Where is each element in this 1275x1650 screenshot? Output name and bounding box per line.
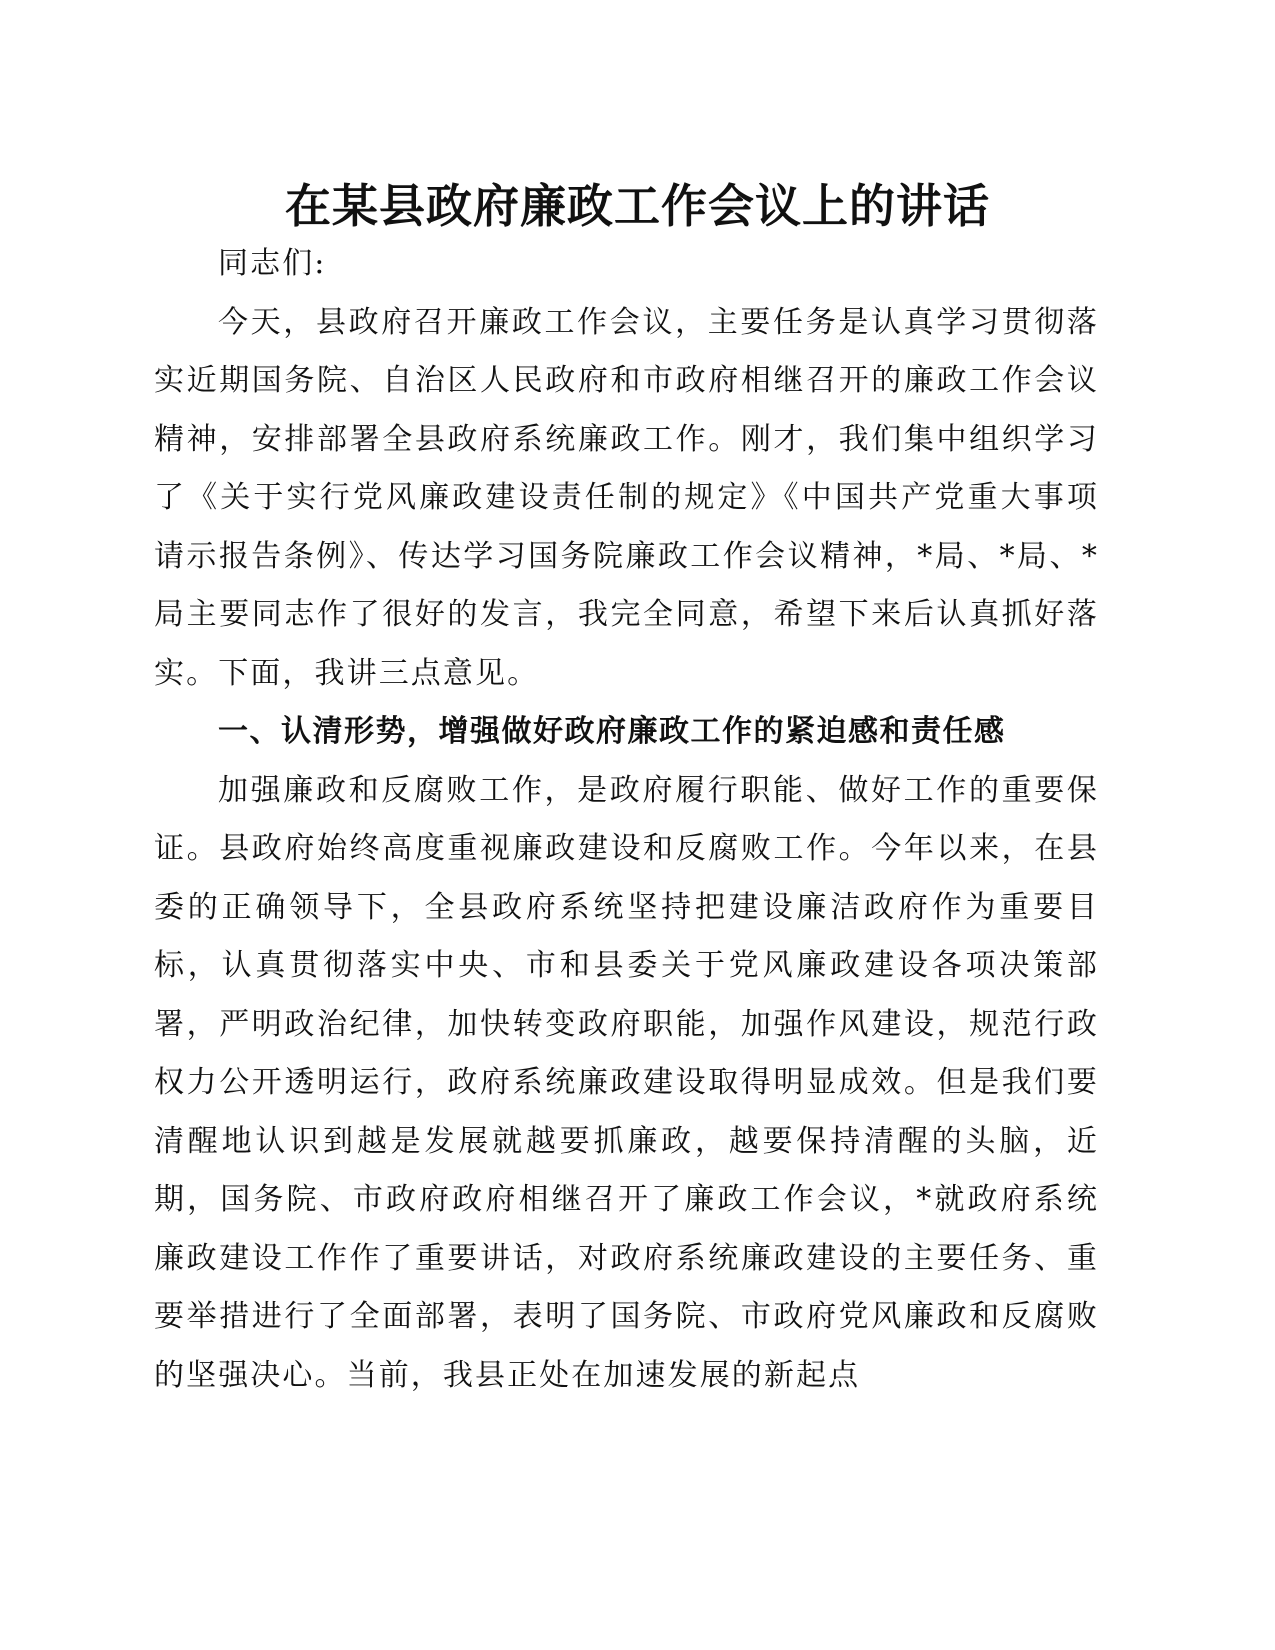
salutation: 同志们: (218, 246, 327, 281)
section-heading: 一、认清形势，增强做好政府廉政工作的紧迫感和责任感 (218, 714, 1006, 749)
document-title: 在某县政府廉政工作会议上的讲话 (285, 179, 990, 233)
paragraph-section-one: 加强廉政和反腐败工作，是政府履行职能、做好工作的重要保证。县政府始终高度重视廉政建设和反腐败工作。今年以来，在县委的正确领导下，全县政府系统坚持把建设廉洁政府作为重要目标，认真贯彻落实中央、市和县委关于党风廉政建设各项决策部署，严明政治纪律，加快转变政府职能，加强作风建设，规范行政权力公开透明运行，政府系统廉政建设取得明显成效。但是我们要清醒地认识到越是发展就越要抓廉政，越要保持清醒的头脑，近期，国务院、市政府政府相继召开了廉政工作会议，*就政府系统廉政建设工作作了重要讲话，对政府系统廉政建设的主要任务、重要举措进行了全面部署，表明了国务院、市政府党风廉政和反腐败的坚强决心。当前，我县正处在加速发展的新起点 (154, 772, 1099, 1393)
document-body (154, 235, 1099, 1405)
paragraph-intro: 今天，县政府召开廉政工作会议，主要任务是认真学习贯彻落实近期国务院、自治区人民政府和市政府相继召开的廉政工作会议精神，安排部署全县政府系统廉政工作。刚才，我们集中组织学习了《关于实行党风廉政建设责任制的规定》《中国共产党重大事项请示报告条例》、传达学习国务院廉政工作会议精神，*局、*局、*局主要同志作了很好的发言，我完全同意，希望下来后认真抓好落实。下面，我讲三点意见。 (154, 304, 1099, 691)
